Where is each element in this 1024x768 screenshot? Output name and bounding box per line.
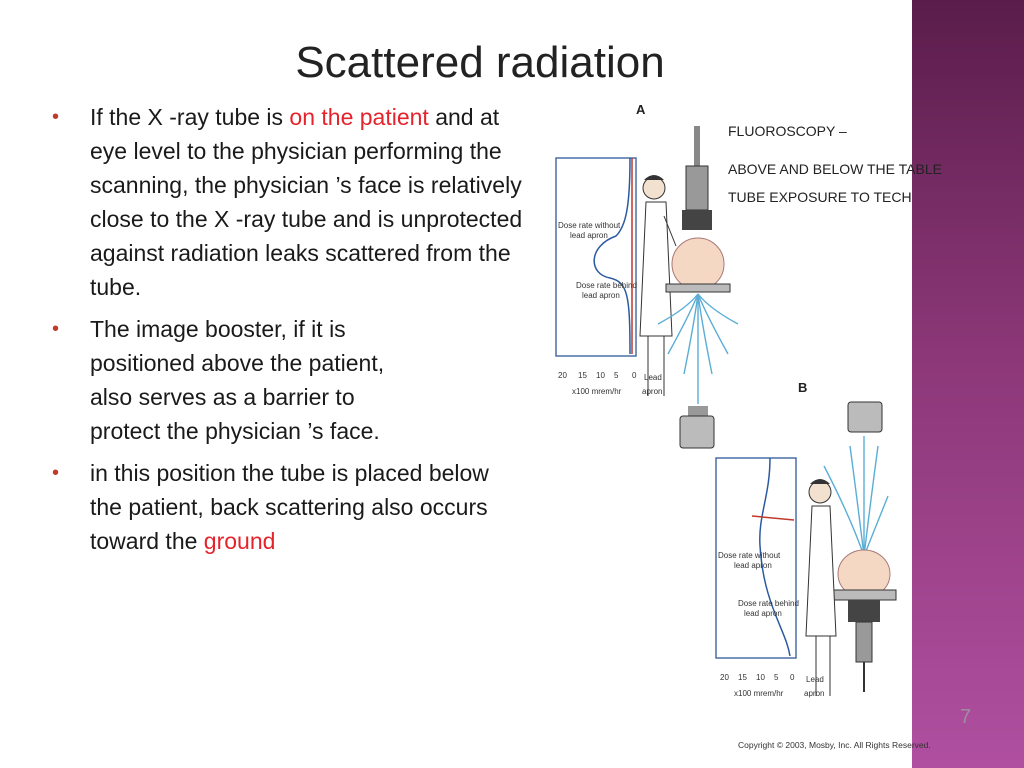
bullet-text: If the X -ray tube is [90,104,290,130]
physician-b-illustration [806,479,836,696]
graph-label-without: lead apron [734,561,772,570]
slide-title: Scattered radiation [295,38,665,87]
xray-tube-top [658,126,738,448]
graph-tick: 5 [774,673,779,682]
bullet-item [50,312,530,448]
graph-tick: 15 [738,673,747,682]
graph-label-without: Dose rate without [718,551,781,560]
graph-tick: 0 [790,673,795,682]
fluoroscopy-figure [548,96,942,756]
graph-unit: x100 mrem/hr [572,387,622,396]
figure-caption-line: FLUOROSCOPY – [728,123,847,139]
figure-caption-line: ABOVE AND BELOW THE TABLE [728,161,942,177]
xray-tube-bottom [824,402,896,692]
graph-tick: 5 [614,371,619,380]
bullet-text: The image booster, if it is positioned above the patient, also serves as a barrier to protect the physician ’s face. [90,316,385,444]
graph-label-behind: lead apron [582,291,620,300]
graph-tick: 10 [756,673,765,682]
bullet-text: and at eye level to the physician performing the scanning, the physician ’s face is relatively close to the X -ray tube and is unprotected against radiation leaks scattered from the tube. [90,104,523,300]
figure-label-a: A [636,102,646,117]
graph-label-without: Dose rate without [558,221,621,230]
graph-label-behind: Dose rate behind [738,599,799,608]
bullet-highlight: on the patient [289,104,429,130]
graph-tick: 10 [596,371,605,380]
graph-tick: 15 [578,371,587,380]
bullet-marker: • [52,462,60,484]
bullet-marker: • [52,318,60,340]
figure-copyright: Copyright © 2003, Mosby, Inc. All Rights Reserved. [738,740,931,750]
apron-label: apron [804,689,825,698]
page-number: 7 [960,706,972,728]
graph-label-behind: Dose rate behind [576,281,637,290]
bullet-list [50,100,530,566]
graph-unit: x100 mrem/hr [734,689,784,698]
decorative-side-band [912,0,1024,768]
graph-tick: 20 [558,371,567,380]
graph-tick: 0 [632,371,637,380]
graph-label-without: lead apron [570,231,608,240]
figure-caption-line: TUBE EXPOSURE TO TECH [728,189,912,205]
bullet-marker: • [52,106,60,128]
bullet-text: in this position the tube is placed below the patient, back scattering also occurs toward the [90,460,489,554]
figure-label-b: B [798,380,808,395]
apron-label: Lead [644,373,662,382]
apron-label: apron [642,387,663,396]
bullet-item [50,456,530,558]
apron-label: Lead [806,675,824,684]
bullet-item [50,100,530,304]
graph-tick: 20 [720,673,729,682]
graph-label-behind: lead apron [744,609,782,618]
bullet-highlight: ground [203,528,276,554]
